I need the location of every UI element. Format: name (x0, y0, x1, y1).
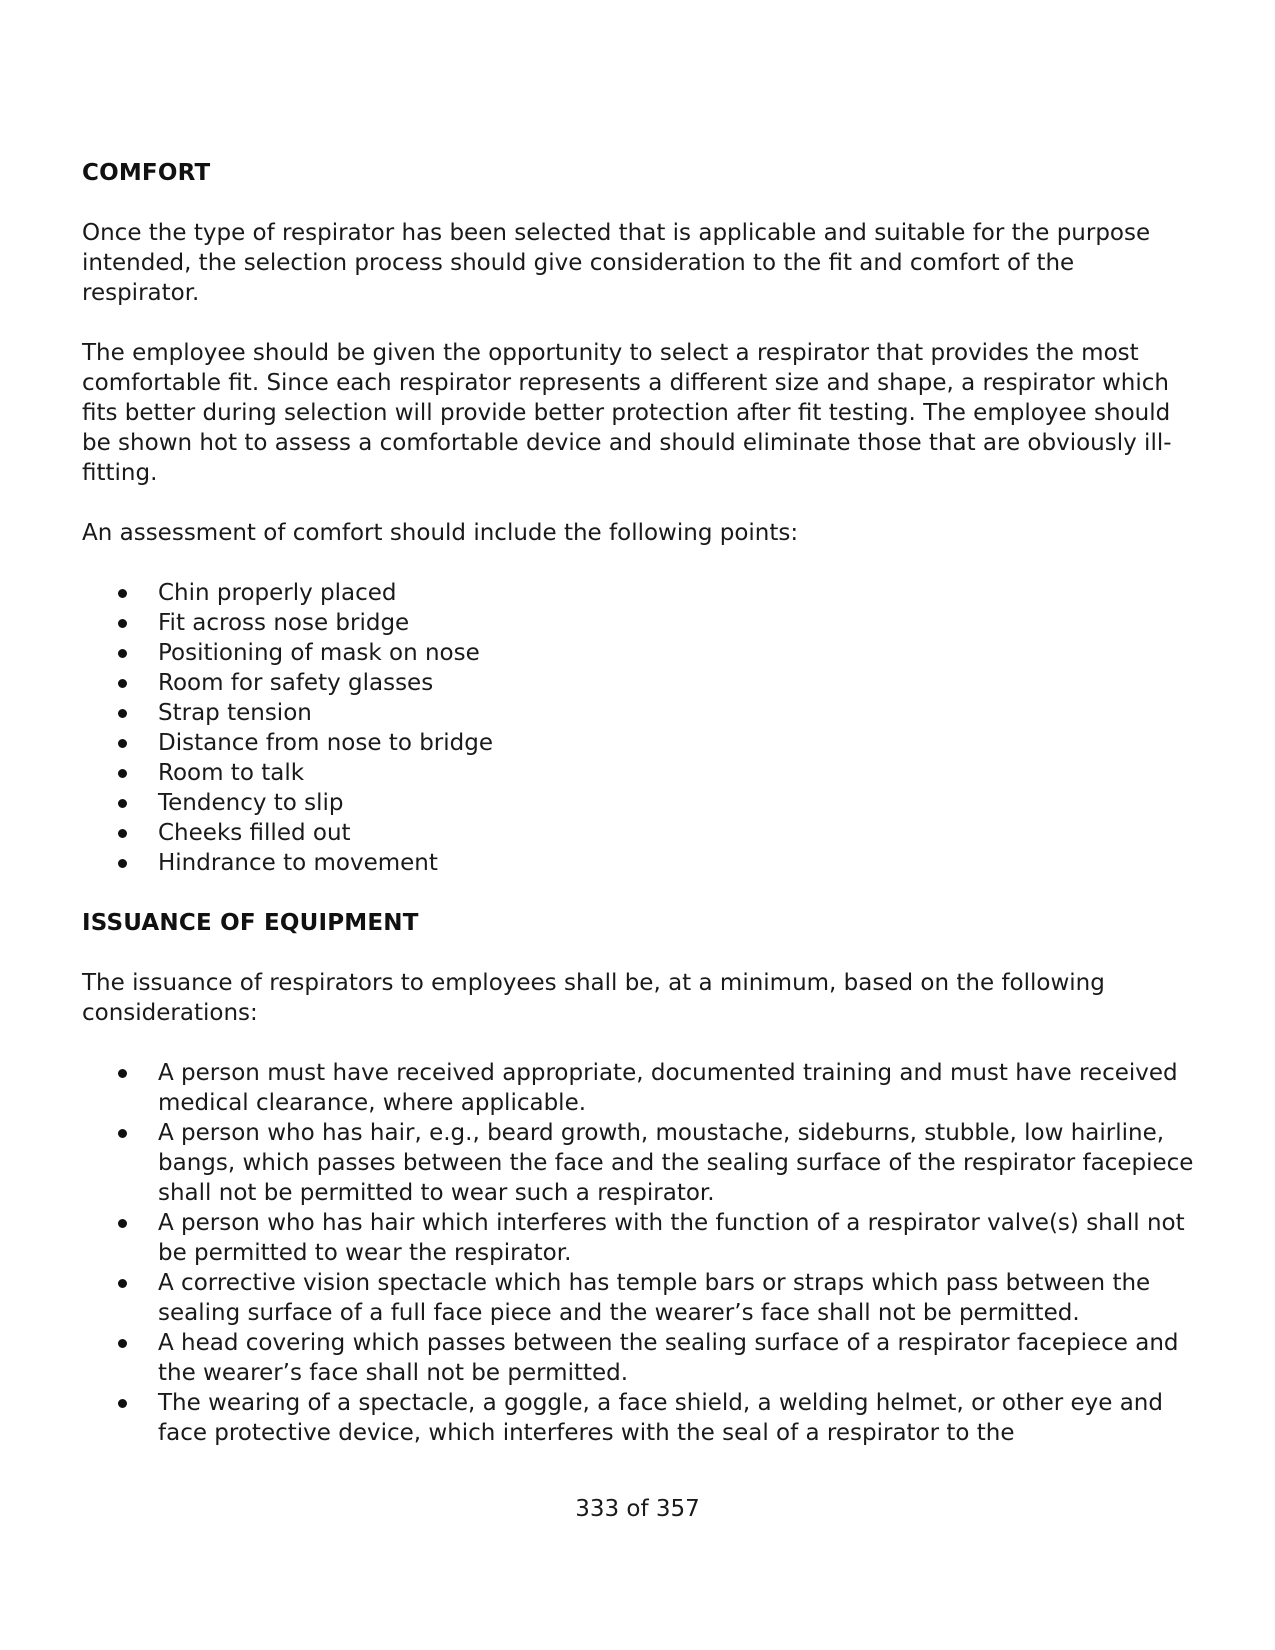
list-item (82, 638, 1197, 668)
list-item (82, 1388, 1197, 1448)
bullet-icon (118, 769, 127, 778)
list-item-text: A person must have received appropriate, documented training and must have received medical clearance, where applicable. (158, 1060, 1178, 1116)
comfort-paragraph-2: The employee should be given the opportunity to select a respirator that provides the most comfortable fit. Since each respirator represents a different size and shape, a respirator which fits better during selection will provide better protection after fit testing. The employee should be shown hot to assess a comfortable device and should eliminate those that are obviously ill-fitting. (82, 340, 1172, 486)
bullet-icon (118, 679, 127, 688)
list-item (82, 608, 1197, 638)
comfort-points-list (82, 578, 1197, 878)
bullet-icon (118, 589, 127, 598)
list-item-text: Chin properly placed (158, 580, 397, 606)
bullet-icon (118, 1279, 127, 1288)
list-item-text: Hindrance to movement (158, 850, 438, 876)
comfort-paragraph-3: An assessment of comfort should include the following points: (82, 520, 799, 546)
bullet-icon (118, 739, 127, 748)
list-item-text: Strap tension (158, 700, 312, 726)
issuance-paragraph-1: The issuance of respirators to employees shall be, at a minimum, based on the following considerations: (82, 970, 1105, 1026)
list-item-text: A person who has hair which interferes with the function of a respirator valve(s) shall not be permitted to wear the respirator. (158, 1210, 1185, 1266)
bullet-icon (118, 1219, 127, 1228)
bullet-icon (118, 799, 127, 808)
list-item (82, 848, 1197, 878)
list-item (82, 1268, 1197, 1328)
list-item (82, 1328, 1197, 1388)
issuance-heading: ISSUANCE OF EQUIPMENT (82, 910, 419, 936)
list-item (82, 788, 1197, 818)
list-item-text: Tendency to slip (158, 790, 344, 816)
issuance-points-list (82, 1058, 1197, 1448)
comfort-heading: COMFORT (82, 160, 211, 186)
bullet-icon (118, 1399, 127, 1408)
list-item (82, 1058, 1197, 1118)
bullet-icon (118, 829, 127, 838)
list-item-text: A corrective vision spectacle which has temple bars or straps which pass between the sealing surface of a full face piece and the wearer’s face shall not be permitted. (158, 1270, 1151, 1326)
list-item (82, 758, 1197, 788)
list-item (82, 668, 1197, 698)
bullet-icon (118, 859, 127, 868)
bullet-icon (118, 619, 127, 628)
list-item-text: A person who has hair, e.g., beard growth, moustache, sideburns, stubble, low hairline, bangs, which passes between the face and the sealing surface of the respirator facepiece shall not be permitted to wear such a respirator. (158, 1120, 1194, 1206)
document-page (82, 158, 1197, 1448)
list-item-text: Distance from nose to bridge (158, 730, 494, 756)
list-item (82, 1208, 1197, 1268)
list-item-text: Room for safety glasses (158, 670, 434, 696)
list-item (82, 698, 1197, 728)
list-item-text: The wearing of a spectacle, a goggle, a face shield, a welding helmet, or other eye and face protective device, which interferes with the seal of a respirator to the (158, 1390, 1163, 1446)
list-item (82, 818, 1197, 848)
list-item (82, 1118, 1197, 1208)
bullet-icon (118, 709, 127, 718)
list-item-text: Fit across nose bridge (158, 610, 410, 636)
page-number: 333 of 357 (575, 1496, 700, 1522)
list-item (82, 578, 1197, 608)
comfort-paragraph-1: Once the type of respirator has been selected that is applicable and suitable for the purpose intended, the selection process should give consideration to the fit and comfort of the respirator. (82, 220, 1151, 306)
bullet-icon (118, 1339, 127, 1348)
bullet-icon (118, 1069, 127, 1078)
list-item-text: Positioning of mask on nose (158, 640, 480, 666)
bullet-icon (118, 1129, 127, 1138)
list-item (82, 728, 1197, 758)
bullet-icon (118, 649, 127, 658)
list-item-text: Cheeks filled out (158, 820, 351, 846)
list-item-text: Room to talk (158, 760, 305, 786)
list-item-text: A head covering which passes between the sealing surface of a respirator facepiece and the wearer’s face shall not be permitted. (158, 1330, 1179, 1386)
